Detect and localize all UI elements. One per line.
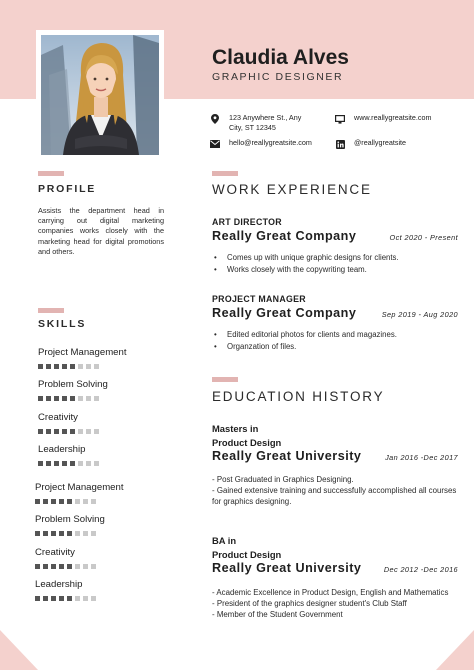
candidate-name: Claudia Alves	[212, 46, 349, 69]
contact-address	[210, 113, 301, 133]
job-title: ART DIRECTOR	[212, 217, 282, 227]
list-item: - President of the graphics designer student's Club Staff	[212, 599, 407, 609]
education-heading: EDUCATION HISTORY	[212, 389, 385, 404]
skill-label: Creativity	[38, 412, 78, 423]
job-title: PROJECT MANAGER	[212, 294, 306, 304]
address-line-1: 123 Anywhere St., Any	[229, 113, 302, 122]
degree-name: Masters in	[212, 423, 259, 434]
skill-label: Creativity	[35, 547, 75, 558]
website-text[interactable]: www.reallygreatsite.com	[354, 113, 432, 122]
job-company: Really Great Company	[212, 229, 357, 243]
address-line-2: City, ST 12345	[229, 123, 276, 132]
list-item: • Edited editorial photos for clients and magazines.	[212, 329, 460, 341]
contact-email[interactable]	[210, 138, 312, 149]
skills-heading: SKILLS	[38, 318, 87, 330]
experience-heading: WORK EXPERIENCE	[212, 182, 372, 197]
corner-decoration-right	[436, 630, 474, 670]
skill-rating	[35, 596, 96, 601]
profile-photo	[41, 35, 159, 155]
skill-rating	[38, 364, 99, 369]
degree-name: BA in	[212, 535, 237, 546]
skill-label: Project Management	[35, 482, 124, 493]
job-bullets	[212, 329, 460, 352]
contact-social[interactable]	[335, 138, 406, 149]
education-school: Really Great University	[212, 561, 362, 575]
list-item: • Comes up with unique graphic designs for clients.	[212, 252, 460, 264]
skill-rating	[35, 499, 96, 504]
list-item: • Organzation of files.	[212, 341, 460, 353]
location-pin-icon	[210, 114, 220, 124]
skill-rating	[35, 564, 96, 569]
envelope-icon	[210, 139, 220, 149]
job-company: Really Great Company	[212, 306, 357, 320]
corner-decoration-left	[0, 630, 38, 670]
list-item: - Post Graduated in Graphics Designing.	[212, 475, 354, 484]
skill-rating	[38, 461, 99, 466]
list-item: • Works closely with the copywriting team.	[212, 264, 460, 276]
education-school: Really Great University	[212, 449, 362, 463]
education-dates: Dec 2012 -Dec 2016	[383, 565, 458, 574]
education-dates: Jan 2016 -Dec 2017	[385, 453, 458, 462]
profile-accent-bar	[38, 171, 64, 176]
job-dates: Oct 2020 - Present	[389, 233, 458, 242]
list-item: - Member of the Student Government	[212, 610, 343, 620]
skill-label: Problem Solving	[38, 379, 108, 390]
skill-label: Project Management	[38, 347, 127, 358]
skill-rating	[38, 429, 99, 434]
social-text[interactable]: @reallygreatsite	[354, 138, 407, 147]
job-dates: Sep 2019 - Aug 2020	[381, 310, 458, 319]
experience-accent-bar	[212, 171, 238, 176]
profile-photo-frame	[36, 30, 164, 160]
skill-label: Leadership	[35, 579, 83, 590]
skills-accent-bar	[38, 308, 64, 313]
degree-field: Product Design	[212, 548, 282, 560]
contact-website[interactable]	[335, 113, 432, 124]
education-details	[212, 587, 462, 621]
profile-text: Assists the department head in carrying out digital marketing companies works closely with the marketing head for digital promotions and others.	[38, 206, 164, 256]
candidate-role: GRAPHIC DESIGNER	[212, 71, 344, 83]
education-accent-bar	[212, 377, 238, 382]
skill-rating	[38, 396, 99, 401]
education-details	[212, 474, 462, 508]
education-degree	[212, 422, 281, 449]
skill-label: Leadership	[38, 444, 86, 455]
job-bullets	[212, 252, 460, 275]
skill-rating	[35, 531, 96, 536]
list-item: - Academic Excellence in Product Design, English and Mathematics	[212, 588, 449, 597]
list-item: - Gained extensive training and successfully accomplished all courses for graphics designing.	[212, 486, 457, 507]
linkedin-icon	[335, 139, 345, 149]
email-text[interactable]: hello@reallygreatsite.com	[229, 138, 312, 147]
degree-field: Product Design	[212, 436, 282, 448]
skill-label: Problem Solving	[35, 514, 105, 525]
education-degree	[212, 534, 281, 561]
profile-heading: PROFILE	[38, 183, 97, 195]
monitor-icon	[335, 114, 345, 124]
